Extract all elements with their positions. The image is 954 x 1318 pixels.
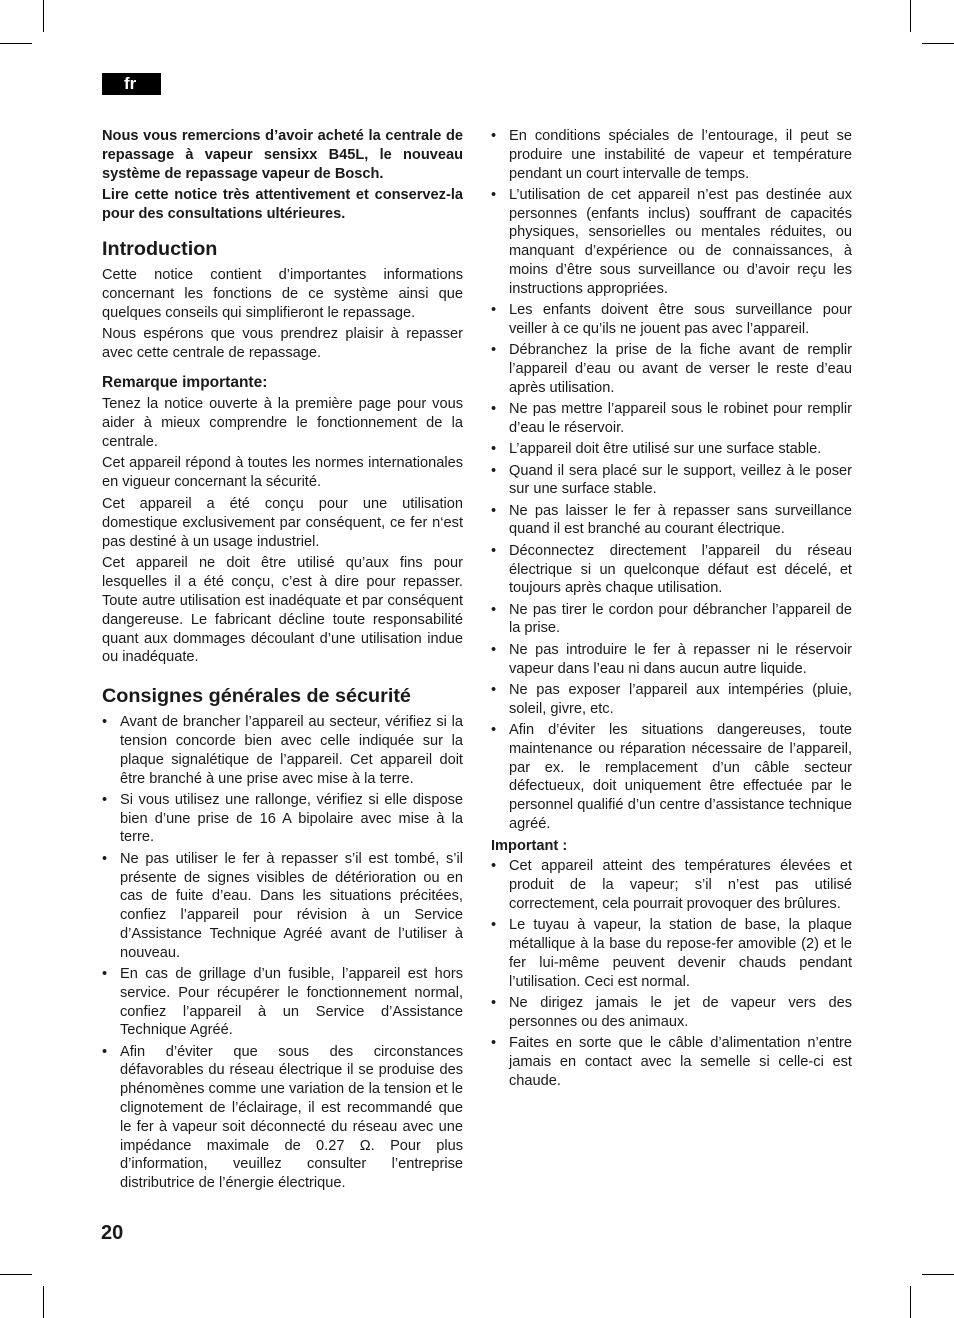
crop-mark	[43, 1286, 44, 1318]
intro-bold-paragraph: Nous vous remercions d’avoir acheté la centrale de repassage à vapeur sensixx B45L, le nouveau système de repassage vapeur de Bosch.	[102, 128, 463, 182]
paragraph: Cette notice contient d’importantes informations concernant les fonctions de ce système ainsi que quelques conseils qui simplifieront le repassage.	[102, 266, 463, 321]
list-item: • Ne pas introduire le fer à repasser ni le réservoir vapeur dans l’eau ni dans aucun autre liquide.	[491, 641, 852, 677]
bullet-icon: •	[491, 502, 497, 519]
crop-mark	[922, 43, 954, 44]
page-number: 20	[101, 1222, 124, 1244]
section-heading-introduction: Introduction	[102, 237, 218, 260]
safety-list	[102, 713, 463, 1193]
crop-mark	[0, 1274, 32, 1275]
crop-mark	[910, 1286, 911, 1318]
section-heading-safety: Consignes générales de sécurité	[102, 685, 411, 708]
bullet-icon: •	[491, 917, 497, 934]
bullet-icon: •	[491, 641, 497, 658]
bullet-icon: •	[491, 858, 497, 875]
bullet-icon: •	[102, 791, 108, 808]
paragraph: Nous espérons que vous prendrez plaisir à repasser avec cette centrale de repassage.	[102, 326, 463, 362]
list-item: • Ne pas laisser le fer à repasser sans surveillance quand il est branché au courant électrique.	[491, 502, 852, 538]
list-item: • Ne pas mettre l’appareil sous le robinet pour remplir d’eau le réservoir.	[491, 401, 852, 436]
list-item: • Afin d’éviter les situations dangereuses, toute maintenance ou réparation nécessaire de l’appareil, par ex. le remplacement d’un câble secteur défectueux, doit uniquement être effectuée par le personnel qualifié d’un centre d’assistance technique agréé.	[491, 721, 852, 832]
crop-mark	[0, 43, 32, 44]
list-item: • Avant de brancher l’appareil au secteur, vérifiez si la tension concorde bien avec celle indiquée sur la plaque signalétique de l’appareil. Cet appareil doit être branché à une prise avec mise à la terre.	[102, 714, 463, 787]
bullet-icon: •	[491, 302, 497, 319]
bullet-icon: •	[491, 401, 497, 418]
bullet-icon: •	[491, 128, 497, 144]
list-item: • Déconnectez directement l’appareil du réseau électrique si un quelconque défaut est décelé, et toujours après chaque utilisation.	[491, 542, 852, 597]
list-item: • Ne pas exposer l’appareil aux intempéries (pluie, soleil, givre, etc.	[491, 681, 852, 717]
bullet-icon: •	[491, 441, 497, 458]
list-item: • En cas de grillage d’un fusible, l’appareil est hors service. Pour récupérer le fonctionnement normal, confiez l’appareil à un Service d’Assistance Technique Agréé.	[102, 965, 463, 1039]
crop-mark	[43, 0, 44, 32]
left-column	[102, 127, 463, 1196]
bullet-icon: •	[102, 714, 108, 731]
bullet-icon: •	[102, 965, 108, 982]
list-item: • L’utilisation de cet appareil n’est pas destinée aux personnes (enfants inclus) souffrant de capacités physiques, sensorielles ou mentales réduites, ou manquant d’expérience ou de connaissances, à moins d’être sous surveillance ou d’avoir reçu les instructions appropriées.	[491, 186, 852, 297]
list-item: • L’appareil doit être utilisé sur une surface stable.	[491, 441, 822, 458]
bullet-icon: •	[491, 1035, 497, 1052]
paragraph: Cet appareil ne doit être utilisé qu’aux fins pour lesquelles il a été conçu, c’est à dire pour repasser. Toute autre utilisation est inadéquate et par conséquent dangereuse. Le fabricant décline toute responsabilité quant aux dommages découlant d’une utilisation indue ou inadéquate.	[102, 555, 463, 666]
bullet-icon: •	[491, 342, 497, 359]
subheading-important: Important :	[491, 837, 568, 854]
bullet-icon: •	[491, 681, 497, 698]
list-item: • Quand il sera placé sur le support, veillez à le poser sur une surface stable.	[491, 462, 852, 498]
list-item: • Ne pas utiliser le fer à repasser s’il est tombé, s’il présente de signes visibles de détérioration ou en cas de fuite d’eau. Dans les situations précitées, confiez l’appareil pour révision à un Service d’Assistance Technique Agréé avant de l’utiliser à nouveau.	[102, 850, 463, 961]
list-item: • Si vous utilisez une rallonge, vérifiez si elle dispose bien d’une prise de 16 A bipolaire avec mise à la terre.	[102, 791, 463, 846]
safety-list-continued	[491, 127, 852, 834]
bullet-icon: •	[491, 721, 497, 738]
crop-mark	[922, 1274, 954, 1275]
bullet-icon: •	[491, 186, 497, 203]
list-item: • Faites en sorte que le câble d’alimentation n’entre jamais en contact avec la semelle si celle-ci est chaude.	[491, 1035, 852, 1089]
list-item: • Le tuyau à vapeur, la station de base, la plaque métallique à la base du repose-fer amovible (2) et le fer lui-même peuvent devenir chauds pendant l’utilisation. Ceci est normal.	[491, 917, 852, 990]
bullet-icon: •	[491, 462, 497, 479]
subheading-remark: Remarque importante:	[102, 373, 268, 391]
bullet-icon: •	[491, 542, 497, 559]
list-item: • En conditions spéciales de l’entourage, il peut se produire une instabilité de vapeur et température pendant un court intervalle de temps.	[491, 128, 852, 182]
paragraph: Tenez la notice ouverte à la première page pour vous aider à mieux comprendre le fonctionnement de la centrale.	[102, 395, 463, 450]
paragraph: Cet appareil répond à toutes les normes internationales en vigueur concernant la sécurité.	[102, 455, 463, 491]
language-tab: fr	[102, 73, 161, 95]
list-item: • Débranchez la prise de la fiche avant de remplir l’appareil d’eau ou avant de verser le reste d’eau après utilisation.	[491, 342, 852, 396]
bullet-icon: •	[102, 1043, 108, 1060]
right-column	[491, 127, 852, 1093]
list-item: • Ne dirigez jamais le jet de vapeur vers des personnes ou des animaux.	[491, 995, 852, 1030]
list-item: • Ne pas tirer le cordon pour débrancher l’appareil de la prise.	[491, 601, 852, 637]
list-item: • Les enfants doivent être sous surveillance pour veiller à ce qu’ils ne jouent pas avec l’appareil.	[491, 302, 852, 337]
bullet-icon: •	[491, 601, 497, 618]
bullet-icon: •	[491, 995, 497, 1012]
intro-bold-paragraph: Lire cette notice très attentivement et conservez-la pour des consultations ultérieures.	[102, 187, 463, 223]
list-item: • Afin d’éviter que sous des circonstances défavorables du réseau électrique il se produise des phénomènes comme une variation de la tension et le clignotement de l’éclairage, il est recommandé que le fer à vapeur soit déconnecté du réseau avec une impédance maximale de 0.27 Ω. Pour plus d’information, veuillez consulter l’entreprise distributrice de l’énergie électrique.	[102, 1043, 463, 1192]
paragraph: Cet appareil a été conçu pour une utilisation domestique exclusivement par conséquent, ce fer n‘est pas destiné à un usage industriel.	[102, 495, 463, 550]
important-list	[491, 857, 852, 1090]
bullet-icon: •	[102, 850, 108, 867]
list-item: • Cet appareil atteint des températures élevées et produit de la vapeur; s’il n’est pas utilisé correctement, cela pourrait provoquer des brûlures.	[491, 858, 852, 913]
crop-mark	[910, 0, 911, 32]
